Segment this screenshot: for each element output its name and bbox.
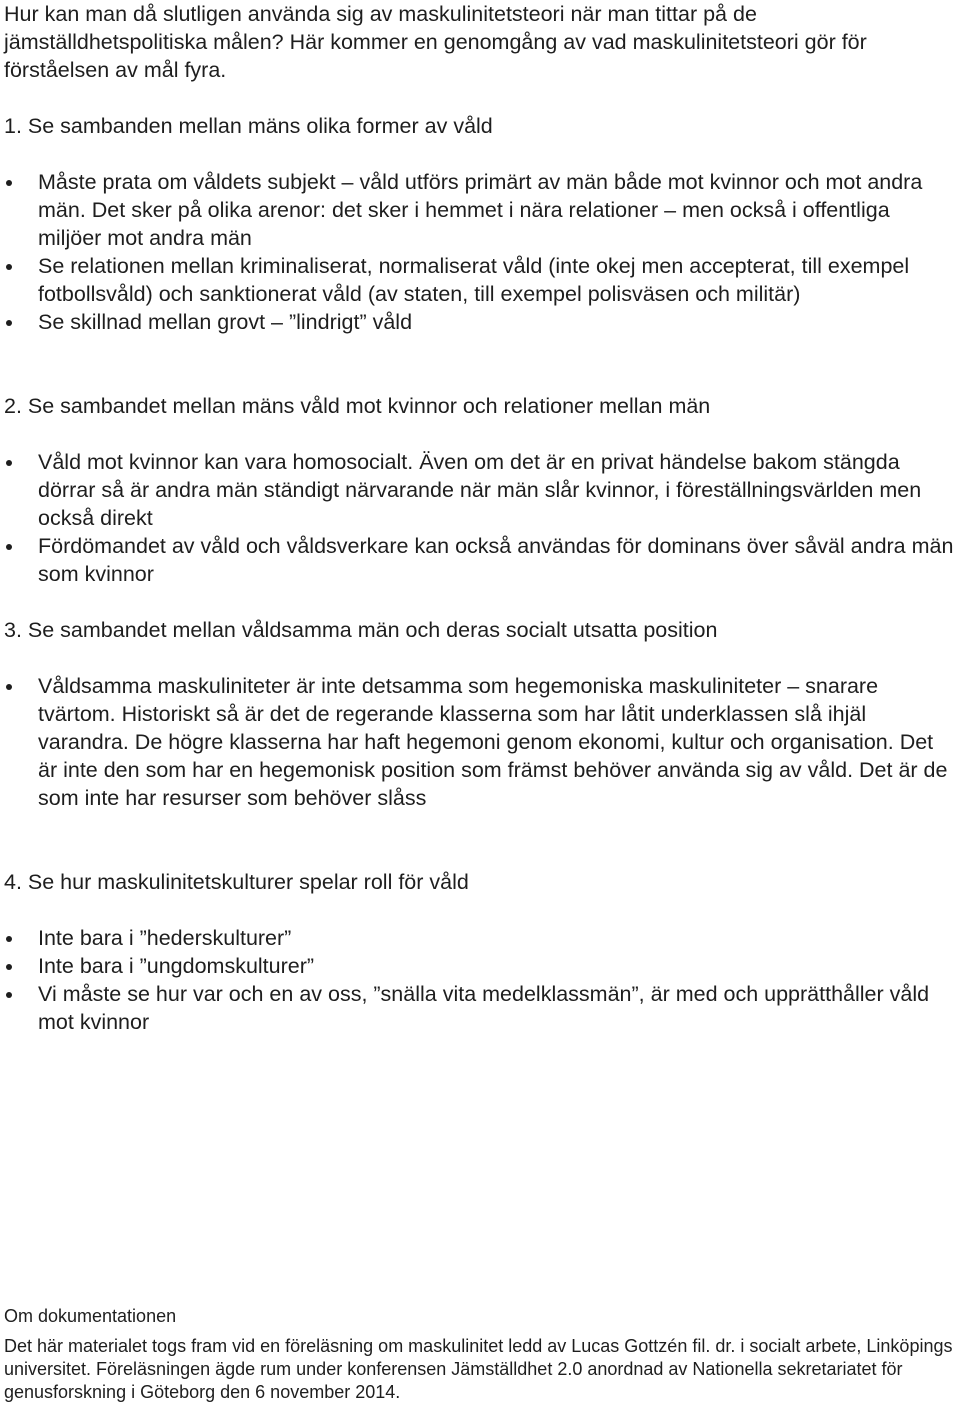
section-1-bullets bbox=[4, 168, 956, 336]
section-3-heading: 3. Se sambandet mellan våldsamma män och deras socialt utsatta position bbox=[4, 618, 718, 642]
bullet-icon bbox=[6, 992, 12, 998]
list-item: Inte bara i ”hederskulturer” bbox=[4, 924, 956, 952]
section-2-heading: 2. Se sambandet mellan mäns våld mot kvinnor och relationer mellan män bbox=[4, 394, 711, 418]
list-item: Se relationen mellan kriminaliserat, normaliserat våld (inte okej men accepterat, till exempel fotbollsvåld) och sanktionerat våld (av staten, till exempel polisväsen och militär) bbox=[4, 252, 956, 308]
bullet-icon bbox=[6, 264, 12, 270]
list-item: Vi måste se hur var och en av oss, ”snälla vita medelklassmän”, är med och upprätthåller våld mot kvinnor bbox=[4, 980, 956, 1036]
bullet-icon bbox=[6, 180, 12, 186]
list-item: Våldsamma maskuliniteter är inte detsamma som hegemoniska maskuliniteter – snarare tvärtom. Historiskt så är det de regerande klasserna som har låtit underklassen slå ihjäl varandra. De högre klasserna har haft hegemoni genom ekonomi, kultur och organisation. Det är inte den som har en hegemonisk position som främst behöver använda sig av våld. Det är de som inte har resurser som behöver slåss bbox=[4, 672, 956, 812]
section-2-bullets bbox=[4, 448, 956, 588]
bullet-icon bbox=[6, 544, 12, 550]
bullet-icon bbox=[6, 936, 12, 942]
section-4-heading: 4. Se hur maskulinitetskulturer spelar roll för våld bbox=[4, 870, 469, 894]
section-1-heading: 1. Se sambanden mellan mäns olika former av våld bbox=[4, 114, 493, 138]
list-item: Fördömandet av våld och våldsverkare kan också användas för dominans över såväl andra män som kvinnor bbox=[4, 532, 956, 588]
footer-title: Om dokumentationen bbox=[4, 1306, 177, 1326]
bullet-icon bbox=[6, 460, 12, 466]
section-4-bullets bbox=[4, 924, 956, 1036]
list-item: Måste prata om våldets subjekt – våld utförs primärt av män både mot kvinnor och mot andra män. Det sker på olika arenor: det sker i hemmet i nära relationer – men också i offentliga miljöer mot andra män bbox=[4, 168, 956, 252]
list-item: Se skillnad mellan grovt – ”lindrigt” våld bbox=[4, 308, 956, 336]
list-item: Våld mot kvinnor kan vara homosocialt. Även om det är en privat händelse bakom stängda dörrar så är andra män ständigt närvarande när män slår kvinnor, i föreställningsvärlden men också direkt bbox=[4, 448, 956, 532]
bullet-icon bbox=[6, 684, 12, 690]
intro-paragraph: Hur kan man då slutligen använda sig av maskulinitetsteori när man tittar på de jämställdhetspolitiska målen? Här kommer en genomgång av vad maskulinitetsteori gör för förståelsen av mål fyra. bbox=[4, 2, 867, 82]
footer-text: Det här materialet togs fram vid en föreläsning om maskulinitet ledd av Lucas Gottzén fil. dr. i socialt arbete, Linköpings universitet. Föreläsningen ägde rum under konferensen Jämställdhet 2.0 anordnad av Nationella sekretariatet för genusforskning i Göteborg den 6 november 2014. bbox=[4, 1336, 953, 1402]
section-3-bullets bbox=[4, 672, 956, 812]
bullet-icon bbox=[6, 964, 12, 970]
list-item: Inte bara i ”ungdomskulturer” bbox=[4, 952, 956, 980]
bullet-icon bbox=[6, 320, 12, 326]
